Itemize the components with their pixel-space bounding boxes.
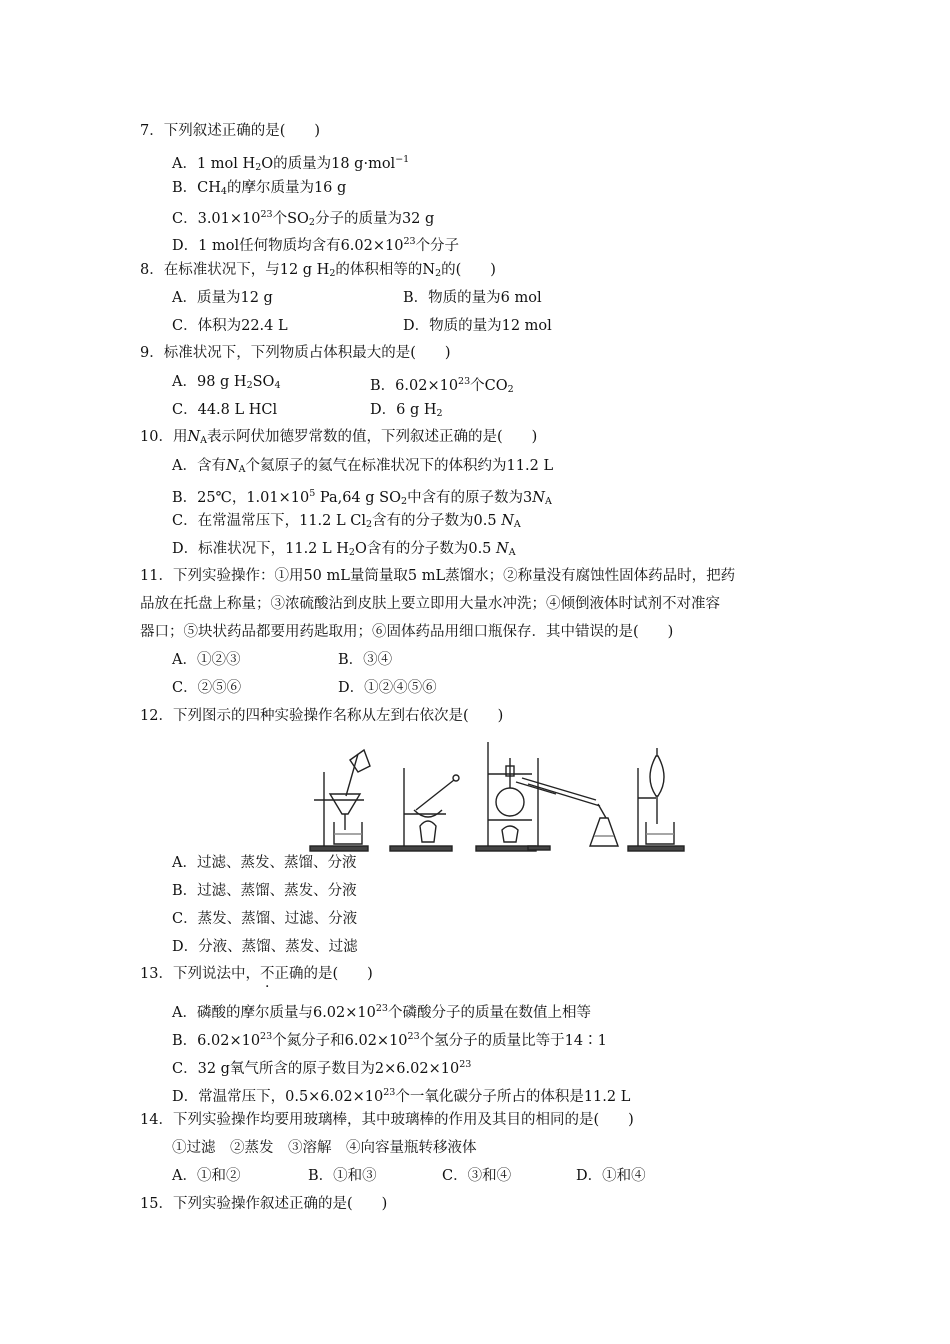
q9-option-d: D．6 g $H_2$: [370, 402, 443, 419]
q14-option-b: B．①和③: [308, 1168, 377, 1184]
q10-option-b: B．25℃，$1.01\times 10^5$ Pa,64 g $SO_2$中含有的原子数为$3N_A$: [172, 488, 552, 507]
q15-stem: 15．下列实验操作叙述正确的是( ): [140, 1196, 388, 1212]
q7-option-a: A．1 mol $H_2O$的质量为18 g·mol$^{-1}$: [172, 154, 410, 173]
q9-stem: 9．标准状况下，下列物质占体积最大的是( ): [140, 345, 451, 361]
q11-stem-line1: 11．下列实验操作：①用50 mL量筒量取5 mL蒸馏水；②称量没有腐蚀性固体药品时，把药: [140, 568, 736, 584]
q8-option-a: A．质量为12 g: [172, 290, 273, 306]
q11-stem-line3: 器口；⑤块状药品都要用药匙取用；⑥固体药品用细口瓶保存．其中错误的是( ): [140, 624, 674, 640]
q9-option-c: C．44.8 L HCl: [172, 402, 278, 418]
q7-stem: 7．下列叙述正确的是( ): [140, 123, 321, 139]
lab-apparatus-figure: [306, 738, 688, 854]
q14-items: ①过滤 ②蒸发 ③溶解 ④向容量瓶转移液体: [172, 1140, 477, 1156]
q9-option-b: B．$6.02\times 10^{23}$个$CO_2$: [370, 376, 514, 395]
q10-option-d: D．标准状况下，11.2 L $H_2O$含有的分子数为0.5 $N_A$: [172, 541, 516, 558]
q9-option-a: A．98 g $H_2SO_4$: [172, 374, 281, 391]
q10-option-c: C．在常温常压下，11.2 L $Cl_2$含有的分子数为0.5 $N_A$: [172, 513, 521, 530]
q14-stem: 14．下列实验操作均要用玻璃棒，其中玻璃棒的作用及其目的相同的是( ): [140, 1112, 634, 1128]
q14-option-d: D．①和④: [576, 1168, 646, 1184]
q13-option-c: C．32 g氧气所含的原子数目为$2\times 6.02\times 10^{23}$: [172, 1059, 472, 1077]
q12-option-c: C．蒸发、蒸馏、过滤、分液: [172, 911, 358, 927]
q8-option-b: B．物质的量为6 mol: [403, 290, 542, 306]
q8-option-c: C．体积为22.4 L: [172, 318, 288, 334]
q11-option-a: A．①②③: [172, 652, 241, 668]
q11-stem-line2: 品放在托盘上称量；③浓硫酸沾到皮肤上要立即用大量水冲洗；④倾倒液体时试剂不对准容: [140, 596, 720, 612]
q13-option-d: D．常温常压下，$0.5\times 6.02\times 10^{23}$个一氧化碳分子所占的体积是11.2 L: [172, 1087, 631, 1105]
q7-option-b: B．$CH_4$的摩尔质量为16 g: [172, 180, 347, 197]
q11-option-b: B．③④: [338, 652, 393, 668]
evaporation-apparatus: [390, 768, 459, 851]
separatory-funnel-apparatus: [628, 748, 684, 851]
q7-option-c: C．$3.01\times 10^{23}$个$SO_2$分子的质量为32 g: [172, 209, 435, 228]
emphasis-mark: 不: [259, 966, 275, 982]
q13-stem: 13．下列说法中，不正确的是( ): [140, 966, 373, 982]
q7-option-d: D．1 mol任何物质均含有$6.02\times 10^{23}$个分子: [172, 236, 460, 254]
distillation-apparatus: [476, 742, 618, 851]
q14-option-c: C．③和④: [442, 1168, 512, 1184]
q10-option-a: A．含有$N_A$个氦原子的氦气在标准状况下的体积约为11.2 L: [172, 458, 554, 475]
q12-stem: 12．下列图示的四种实验操作名称从左到右依次是( ): [140, 708, 504, 724]
q11-option-d: D．①②④⑤⑥: [338, 680, 437, 696]
q13-option-a: A．磷酸的摩尔质量与$6.02\times 10^{23}$个磷酸分子的质量在数值上相等: [172, 1003, 591, 1021]
q14-option-a: A．①和②: [172, 1168, 241, 1184]
q12-option-a: A．过滤、蒸发、蒸馏、分液: [172, 855, 357, 871]
q12-option-b: B．过滤、蒸馏、蒸发、分液: [172, 883, 357, 899]
q8-stem: 8．在标准状况下，与12 g $H_2$的体积相等的$N_2$的( ): [140, 262, 496, 279]
q10-stem: 10．用$N_A$表示阿伏加德罗常数的值，下列叙述正确的是( ): [140, 429, 538, 446]
filtration-apparatus: [310, 750, 370, 851]
q11-option-c: C．②⑤⑥: [172, 680, 242, 696]
q13-option-b: B．$6.02\times 10^{23}$个氮分子和$6.02\times 10^{23}$个氢分子的质量比等于14∶1: [172, 1031, 607, 1049]
q8-option-d: D．物质的量为12 mol: [403, 318, 552, 334]
q12-option-d: D．分液、蒸馏、蒸发、过滤: [172, 939, 358, 955]
